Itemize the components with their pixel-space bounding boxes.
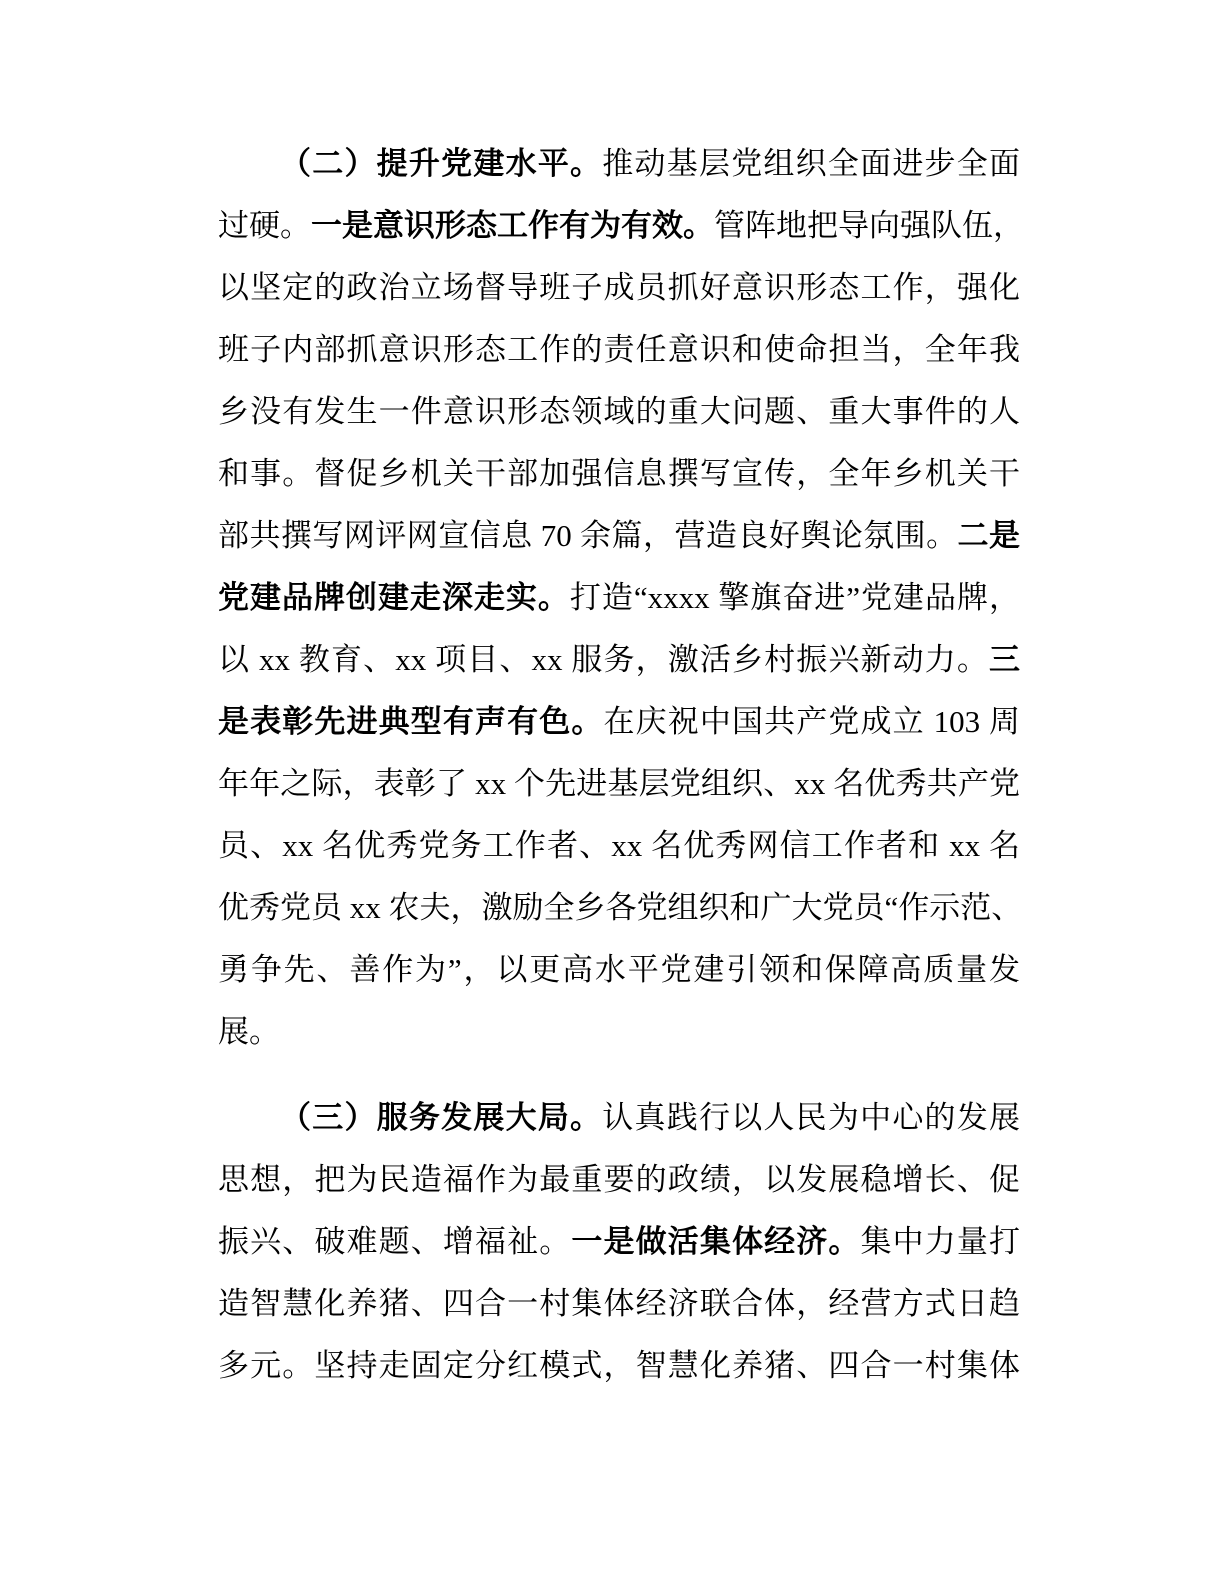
text-line xyxy=(218,691,1020,753)
body-text-segment: 过硬。 xyxy=(218,208,311,243)
body-text-segment: 推动基层党组织全面进步全面 xyxy=(602,146,1021,181)
text-line xyxy=(218,381,1020,443)
body-text-segment: 展。 xyxy=(218,1014,280,1049)
text-line xyxy=(218,195,1024,257)
text-line xyxy=(218,939,1020,1001)
text-line xyxy=(218,629,1020,691)
text-line xyxy=(218,753,1020,815)
text-line xyxy=(218,1149,1020,1211)
text-line xyxy=(218,1211,1020,1273)
body-text-segment: 乡没有发生一件意识形态领域的重大问题、重大事件的人 xyxy=(218,394,1020,429)
bold-heading-segment: （二）提升党建水平。 xyxy=(280,146,603,181)
body-text-segment: 多元。坚持走固定分红模式，智慧化养猪、四合一村集体 xyxy=(218,1348,1020,1383)
bold-heading-segment: 一是意识形态工作有为有效。 xyxy=(311,208,714,243)
body-text-segment: 优秀党员 xx 农夫，激励全乡各党组织和广大党员“作示范、 xyxy=(218,890,1023,925)
body-text-segment: 认真践行以人民为中心的发展 xyxy=(602,1100,1021,1135)
paragraph-section-3 xyxy=(218,1087,1020,1397)
bold-heading-segment: 三 xyxy=(989,642,1020,677)
bold-heading-segment: 党建品牌创建走深走实。 xyxy=(218,580,570,615)
bold-heading-segment: （三）服务发展大局。 xyxy=(280,1100,603,1135)
text-line xyxy=(218,133,1020,195)
body-text-segment: 集中力量打 xyxy=(860,1224,1020,1259)
body-text-segment: 打造“xxxx 擎旗奋进”党建品牌， xyxy=(569,580,1020,615)
body-text-segment: 思想，把为民造福作为最重要的政绩，以发展稳增长、促 xyxy=(218,1162,1020,1197)
body-text-segment: 部共撰写网评网宣信息 70 余篇，营造良好舆论氛围。 xyxy=(218,518,958,553)
body-text-segment: 振兴、破难题、增福祉。 xyxy=(218,1224,572,1259)
bold-heading-segment: 二是 xyxy=(957,518,1021,553)
text-line xyxy=(218,1335,1020,1397)
text-line xyxy=(218,1001,1020,1063)
bold-heading-segment: 是表彰先进典型有声有色。 xyxy=(218,704,604,739)
text-line xyxy=(218,443,1020,505)
document-content xyxy=(218,133,1024,1397)
body-text-segment: 年年之际，表彰了 xx 个先进基层党组织、xx 名优秀共产党 xyxy=(218,766,1020,801)
body-text-segment: 和事。督促乡机关干部加强信息撰写宣传，全年乡机关干 xyxy=(218,456,1020,491)
body-text-segment: 以 xx 教育、xx 项目、xx 服务，激活乡村振兴新动力。 xyxy=(218,642,989,677)
body-text-segment: 勇争先、善作为”，以更高水平党建引领和保障高质量发 xyxy=(218,952,1020,987)
text-line xyxy=(218,257,1020,319)
paragraph-section-2 xyxy=(218,133,1024,1063)
text-line xyxy=(218,877,1023,939)
body-text-segment: 在庆祝中国共产党成立 103 周 xyxy=(603,704,1020,739)
body-text-segment: 班子内部抓意识形态工作的责任意识和使命担当，全年我 xyxy=(218,332,1020,367)
text-line xyxy=(218,319,1020,381)
bold-heading-segment: 一是做活集体经济。 xyxy=(571,1224,861,1259)
text-line xyxy=(218,815,1020,877)
text-line xyxy=(218,1087,1020,1149)
text-line xyxy=(218,567,1020,629)
text-line xyxy=(218,1273,1020,1335)
body-text-segment: 以坚定的政治立场督导班子成员抓好意识形态工作，强化 xyxy=(218,270,1020,305)
body-text-segment: 造智慧化养猪、四合一村集体经济联合体，经营方式日趋 xyxy=(218,1286,1020,1321)
body-text-segment: 员、xx 名优秀党务工作者、xx 名优秀网信工作者和 xx 名 xyxy=(218,828,1020,863)
body-text-segment: 管阵地把导向强队伍， xyxy=(714,208,1024,243)
text-line xyxy=(218,505,1020,567)
